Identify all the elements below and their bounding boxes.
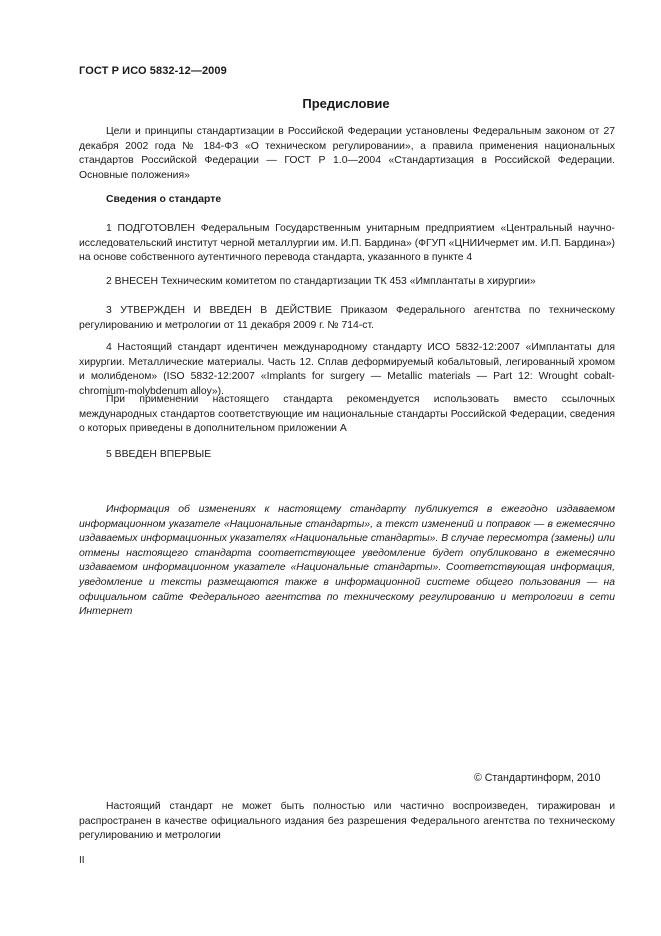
document-code-header: ГОСТ Р ИСО 5832-12—2009 <box>79 65 227 77</box>
reproduction-notice: Настоящий стандарт не может быть полностью или частично воспроизведен, тиражирован и распространен в качестве официального издания без разрешения Федерального агентства по техническому регулированию и метрологии <box>79 801 615 842</box>
page-title: Предисловие <box>302 96 390 111</box>
item-2-paragraph: 2 ВНЕСЕН Техническим комитетом по стандартизации ТК 453 «Имплантаты в хирургии» <box>106 276 536 287</box>
item-1-paragraph: 1 ПОДГОТОВЛЕН Федеральным Государственным унитарным предприятием «Центральный научно-исследовательский институт черной металлургии им. И.П. Бардина» (ФГУП «ЦНИИчермет им. И.П. Бардина») на основе собственного аутентичного перевода стандарта, указанного в пункте 4 <box>79 223 615 264</box>
item-4-paragraph: 4 Настоящий стандарт идентичен международному стандарту ИСО 5832-12:2007 «Имплантаты для хирургии. Металлические материалы. Часть 12. Сплав деформируемый кобальтовый, легированный хромом и молибденом» (ISO 5832-12:2007 «Implants for surgery — Metallic materials — Part 12: Wrought cobalt-chromium-molybdenum alloy»). <box>79 342 615 397</box>
intro-paragraph: Цели и принципы стандартизации в Российской Федерации установлены Федеральным законом от 27 декабря 2002 года № 184-ФЗ «О техническом регулировании», а правила применения национальных стандартов Российской Федерации — ГОСТ Р 1.0—2004 «Стандартизация в Российской Федерации. Основные положения» <box>79 126 615 181</box>
item-5-paragraph: 5 ВВЕДЕН ВПЕРВЫЕ <box>106 449 212 460</box>
item-3-paragraph: 3 УТВЕРЖДЕН И ВВЕДЕН В ДЕЙСТВИЕ Приказом Федерального агентства по техническому регулированию и метрологии от 11 декабря 2009 г. № 714-ст. <box>79 305 615 331</box>
copyright-line: © Стандартинформ, 2010 <box>474 772 601 784</box>
page-number: II <box>79 855 85 866</box>
item-4-note-paragraph: При применении настоящего стандарта рекомендуется использовать вместо ссылочных международных стандартов соответствующие им национальные стандарты Российской Федерации, сведения о которых приведены в дополнительном приложении А <box>79 394 615 435</box>
notice-paragraph: Информация об изменениях к настоящему стандарту публикуется в ежегодно издаваемом информационном указателе «Национальные стандарты», а текст изменений и поправок — в ежемесячно издаваемых информационных указателях «Национальные стандарты». В случае пересмотра (замены) или отмены настоящего стандарта соответствующее уведомление будет опубликовано в ежемесячно издаваемом информационном указателе «Национальные стандарты». Соответствующая информация, уведомление и тексты размещаются также в информационной системе общего пользования — на официальном сайте Федерального агентства по техническому регулированию и метрологии в сети Интернет <box>79 504 615 618</box>
section-heading: Сведения о стандарте <box>106 194 222 205</box>
